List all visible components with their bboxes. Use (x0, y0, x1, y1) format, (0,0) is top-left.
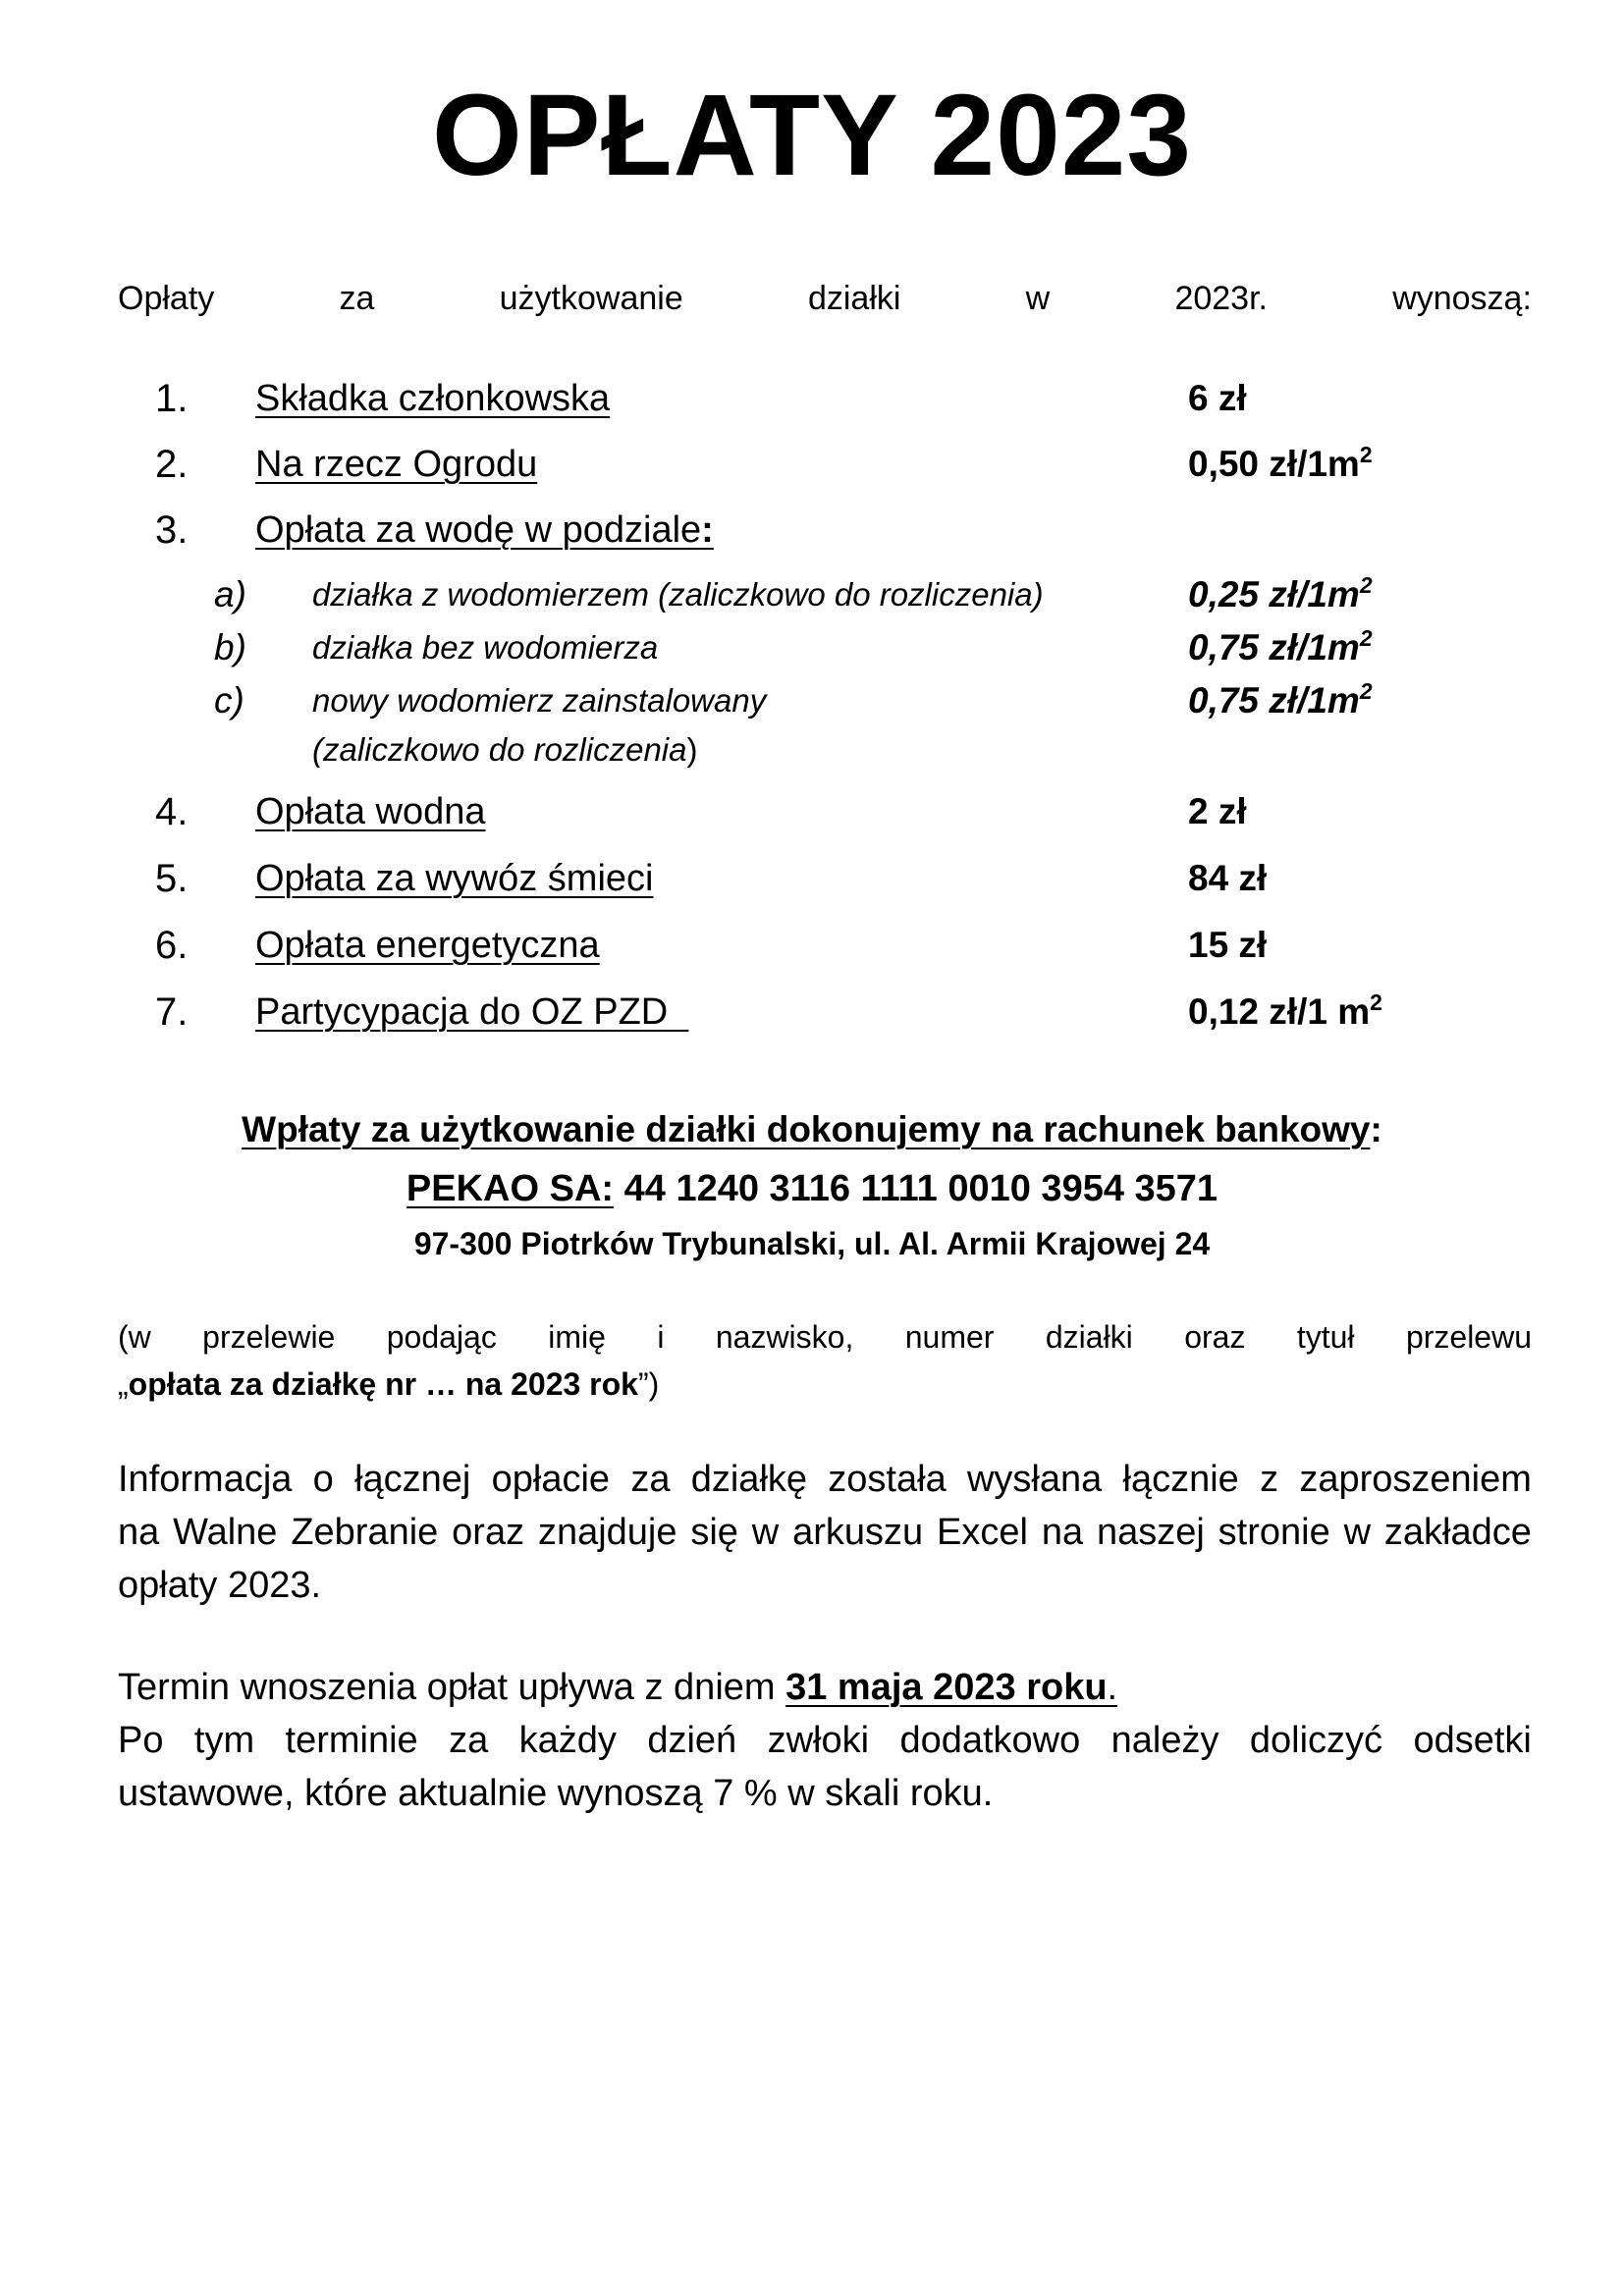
fee-value: 2 zł (1188, 791, 1247, 831)
note-word: oraz (1184, 1319, 1246, 1355)
note-word: tytuł (1296, 1319, 1355, 1355)
info-word: się (690, 1512, 738, 1553)
info-word: na (118, 1512, 160, 1553)
fee-row-1 (0, 369, 1624, 428)
intro-line (118, 277, 1532, 320)
fee-number: 5. (155, 857, 189, 900)
fee-value: 6 zł (1188, 378, 1247, 418)
info-word: naszej (1096, 1512, 1205, 1553)
info-word: arkuszu (792, 1512, 924, 1553)
info-line-3: opłaty 2023. (118, 1565, 322, 1606)
fee-label: Opłata energetyczna (255, 925, 600, 966)
info-word: opłacie (491, 1459, 611, 1500)
info-word: znajduje (537, 1512, 677, 1553)
bank-account (0, 1162, 1624, 1215)
info-word: o (312, 1459, 334, 1500)
fee-number: 1. (155, 377, 189, 420)
note-word: działki (1045, 1319, 1133, 1355)
fee-label: Składka członkowska (255, 378, 611, 419)
intro-word: w (1025, 280, 1051, 317)
subitem-value: 0,75 $zł/1m^2$ (1188, 677, 1373, 721)
water-subitem-a (0, 569, 1624, 620)
info-word: łącznej (354, 1459, 471, 1500)
fee-label: Na rzecz Ogrodu (255, 444, 538, 485)
subitem-letter: c) (214, 680, 244, 721)
fee-number: 7. (155, 990, 189, 1034)
info-word: została (828, 1459, 947, 1500)
subitem-label: działka bez wodomierza (312, 629, 659, 666)
bank-address: 97-300 Piotrków Trybunalski, ul. Al. Armii Krajowej 24 (413, 1226, 1211, 1261)
deadline-date: 31 maja 2023 roku (785, 1667, 1108, 1708)
deadline-word: Po (118, 1720, 164, 1761)
deadline-word: każdy (518, 1720, 617, 1761)
transfer-title: opłata za działkę nr … na 2023 rok (128, 1366, 638, 1402)
info-word: zaproszeniem (1299, 1459, 1532, 1500)
info-paragraph (118, 1453, 1532, 1612)
water-subitem-c-cont (0, 724, 1624, 775)
info-word: wysłana (966, 1459, 1103, 1500)
deadline-word: za (449, 1720, 489, 1761)
info-line-1 (118, 1453, 1532, 1506)
info-word: stronie (1218, 1512, 1330, 1553)
info-word: działkę (690, 1459, 808, 1500)
deadline-word: dzień (647, 1720, 737, 1761)
page-title: OPŁATY 2023 (432, 71, 1192, 200)
deadline-word: odsetki (1413, 1720, 1532, 1761)
deadline-line-3: ustawowe, które aktualnie wynoszą 7 % w skali roku. (118, 1773, 994, 1814)
fee-value: 0,50 $zł/1m^2$ (1188, 441, 1373, 484)
note-word: przelewu (1405, 1319, 1532, 1355)
water-subitem-b (0, 622, 1624, 673)
intro-word: Opłaty (118, 280, 215, 317)
fee-row-3 (0, 501, 1624, 560)
fee-number: 2. (155, 443, 189, 486)
info-word: Walne (173, 1512, 278, 1553)
subitem-letter: a) (214, 574, 246, 614)
water-subitem-c (0, 675, 1624, 726)
fee-row-6 (0, 916, 1624, 975)
bank-heading: Wpłaty za użytkowanie działki dokonujemy na rachunek bankowy: (242, 1109, 1382, 1149)
fee-row-5 (0, 849, 1624, 908)
subitem-label: nowy wodomierz zainstalowany (312, 682, 767, 719)
intro-word: wynoszą: (1392, 280, 1532, 317)
fee-row-2 (0, 435, 1624, 494)
deadline-word: należy (1110, 1720, 1219, 1761)
info-line-2 (118, 1506, 1532, 1559)
intro-word: za (339, 280, 375, 317)
info-word: za (630, 1459, 671, 1500)
subitem-value: 0,75 $zł/1m^2$ (1188, 624, 1373, 667)
note-word: (w (118, 1319, 151, 1355)
fee-value: 84 zł (1188, 858, 1268, 898)
info-word: Zebranie (291, 1512, 439, 1553)
fee-label: Opłata za wywóz śmieci (255, 858, 654, 899)
fee-label: Opłata za wodę w podziale: (255, 509, 714, 551)
bank-name: PEKAO SA: (406, 1168, 615, 1209)
deadline-word: doliczyć (1249, 1720, 1383, 1761)
fee-number: 6. (155, 924, 189, 967)
info-word: z (1260, 1459, 1279, 1500)
info-word: w (1343, 1512, 1372, 1553)
subitem-letter: b) (214, 627, 246, 667)
transfer-note-line2: „opłata za działkę nr … na 2023 rok”) (118, 1366, 660, 1402)
info-word: zakładce (1383, 1512, 1532, 1553)
fee-row-4 (0, 782, 1624, 841)
info-word: oraz (452, 1512, 525, 1553)
deadline-word: zwłoki (767, 1720, 870, 1761)
intro-word: działki (807, 280, 901, 317)
info-word: Excel (937, 1512, 1028, 1553)
info-word: Informacja (118, 1459, 293, 1500)
intro-word: 2023r. (1174, 280, 1268, 317)
note-word: podając (386, 1319, 497, 1355)
intro-word: użytkowanie (499, 280, 683, 317)
fee-number: 4. (155, 790, 189, 833)
deadline-word: tym (193, 1720, 255, 1761)
deadline-paragraph (118, 1661, 1532, 1820)
deadline-line-1: Termin wnoszenia opłat upływa z dniem 31 maja 2023 roku. (118, 1667, 1118, 1708)
deadline-line-2 (118, 1714, 1532, 1767)
subitem-label-continued: (zaliczkowo do rozliczenia) (312, 731, 698, 768)
note-word: i (657, 1319, 665, 1355)
transfer-note-line1 (118, 1315, 1532, 1359)
fee-number: 3. (155, 508, 189, 552)
deadline-word: terminie (285, 1720, 418, 1761)
subitem-label: działka z wodomierzem (zaliczkowo do rozliczenia) (312, 576, 1044, 613)
info-word: na (1041, 1512, 1084, 1553)
fee-value: 15 zł (1188, 925, 1268, 965)
note-word: przelewie (202, 1319, 336, 1355)
info-word: w (751, 1512, 780, 1553)
note-word: numer (904, 1319, 995, 1355)
fee-label: Opłata wodna (255, 791, 486, 832)
account-number: 44 1240 3116 1111 0010 3954 3571 (614, 1168, 1218, 1209)
note-word: imię (548, 1319, 606, 1355)
subitem-value: 0,25 $zł/1m^2$ (1188, 571, 1373, 614)
info-word: łącznie (1122, 1459, 1239, 1500)
deadline-word: dodatkowo (899, 1720, 1081, 1761)
fee-row-7 (0, 983, 1624, 1041)
fee-label: Partycypacja do OZ PZD (255, 991, 689, 1033)
note-word: nazwisko, (715, 1319, 854, 1355)
fee-value: 0,12 zł/1 $m^2$ (1188, 988, 1382, 1032)
